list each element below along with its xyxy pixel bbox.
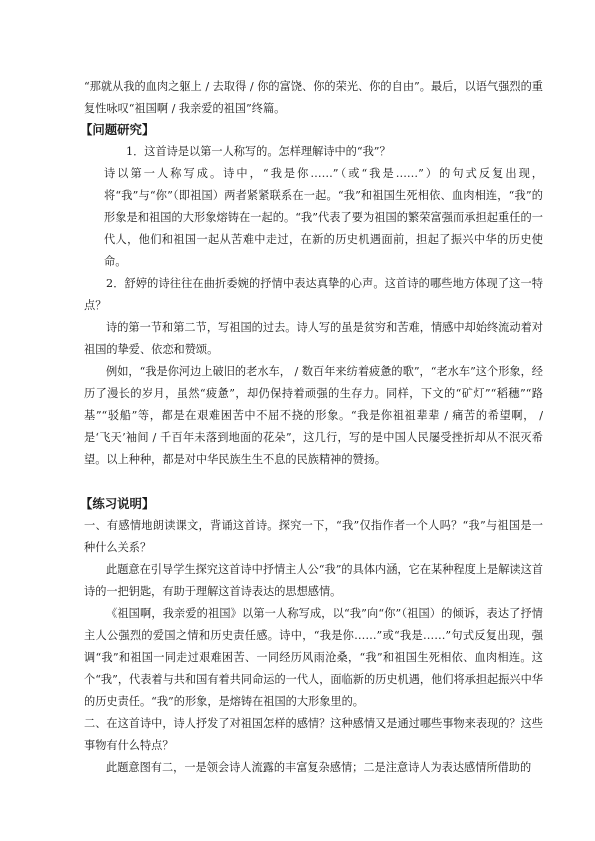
answer-1: 诗以第一人称写成。诗中，“我是你……”（或“我是……”）的句式反复出现，将“我”与“你”（即祖国）两者紧紧联系在一起。“我”和祖国生死相依、血肉相连，“我”的形象是和祖国的大形象熔铸在一起的。“我”代表了要为祖国的繁荣富强而承担起重任的一代人，他们和祖国一起从苦难中走过，在新的历史机遇面前，担起了振兴中华的历史使命。 <box>104 167 543 268</box>
exercise-1-answer-paragraph-2: 《祖国啊，我亲爱的祖国》以第一人称写成，以“我”向“你”（祖国）的倾诉，表达了抒情主人公强烈的爱国之情和历史责任感。诗中，“我是你……”或“我是……”句式反复出现，强调“我”和祖国一同走过艰难困苦、一同经历风雨沧桑，“我”和祖国生死相依、血肉相连。这个“我”，代表着与共和国有着共同命运的一代人，面临新的历史机遇，他们将承担起振兴中华的历史责任。“我”的形象，是熔铸在祖国的大形象里的。 <box>84 607 543 708</box>
question-2: 2．舒婷的诗往往在曲折委婉的抒情中表达真挚的心声。这首诗的哪些地方体现了这一特点？ <box>84 277 543 312</box>
answer-2-paragraph-2: 例如，“我是你河边上破旧的老水车， / 数百年来纺着疲惫的歌”，“老水车”这个形象，经历了漫长的岁月，虽然“疲惫”，却仍保持着顽强的生存力。同样，下文的“矿灯”“稻穗”“路基”“驳船”等，都是在艰难困苦中不屈不挠的形象。“我是你祖祖辈辈 / 痛苦的希望啊， / 是‘飞天’袖间 / 千百年未落到地面的花朵”，这几行，写的是中国人民屡受挫折却从不泯灭希望。以上种种，都是对中华民族生生不息的民族精神的赞扬。 <box>84 365 543 466</box>
exercise-1-answer-paragraph-1: 此题意在引导学生探究这首诗中抒情主人公“我”的具体内涵，它在某种程度上是解读这首诗的一把钥匙，有助于理解这首诗表达的思想感情。 <box>84 563 543 598</box>
intro-paragraph: “那就从我的血肉之躯上 / 去取得 / 你的富饶、你的荣光、你的自由”。最后，以语气强烈的重复性咏叹“祖国啊 / 我亲爱的祖国”终篇。 <box>84 80 543 115</box>
section-heading-exercise-notes: 【练习说明】 <box>80 496 155 511</box>
exercise-2-question: 二、在这首诗中，诗人抒发了对祖国怎样的感情？这种感情又是通过哪些事物来表现的？这些事物有什么特点？ <box>84 717 543 752</box>
question-1: 1．这首诗是以第一人称写的。怎样理解诗中的“我”？ <box>126 145 391 158</box>
section-heading-problem-study: 【问题研究】 <box>80 122 155 137</box>
answer-2-paragraph-1: 诗的第一节和第二节，写祖国的过去。诗人写的虽是贫穷和苦难，情感中却始终流动着对祖国的挚爱、依恋和赞颂。 <box>84 321 543 356</box>
exercise-2-answer-paragraph-1: 此题意图有二，一是领会诗人流露的丰富复杂感情；二是注意诗人为表达感情所借助的 <box>106 761 532 774</box>
exercise-1-question: 一、有感情地朗读课文，背诵这首诗。探究一下，“我”仅指作者一个人吗？“我”与祖国是一种什么关系？ <box>84 519 543 554</box>
